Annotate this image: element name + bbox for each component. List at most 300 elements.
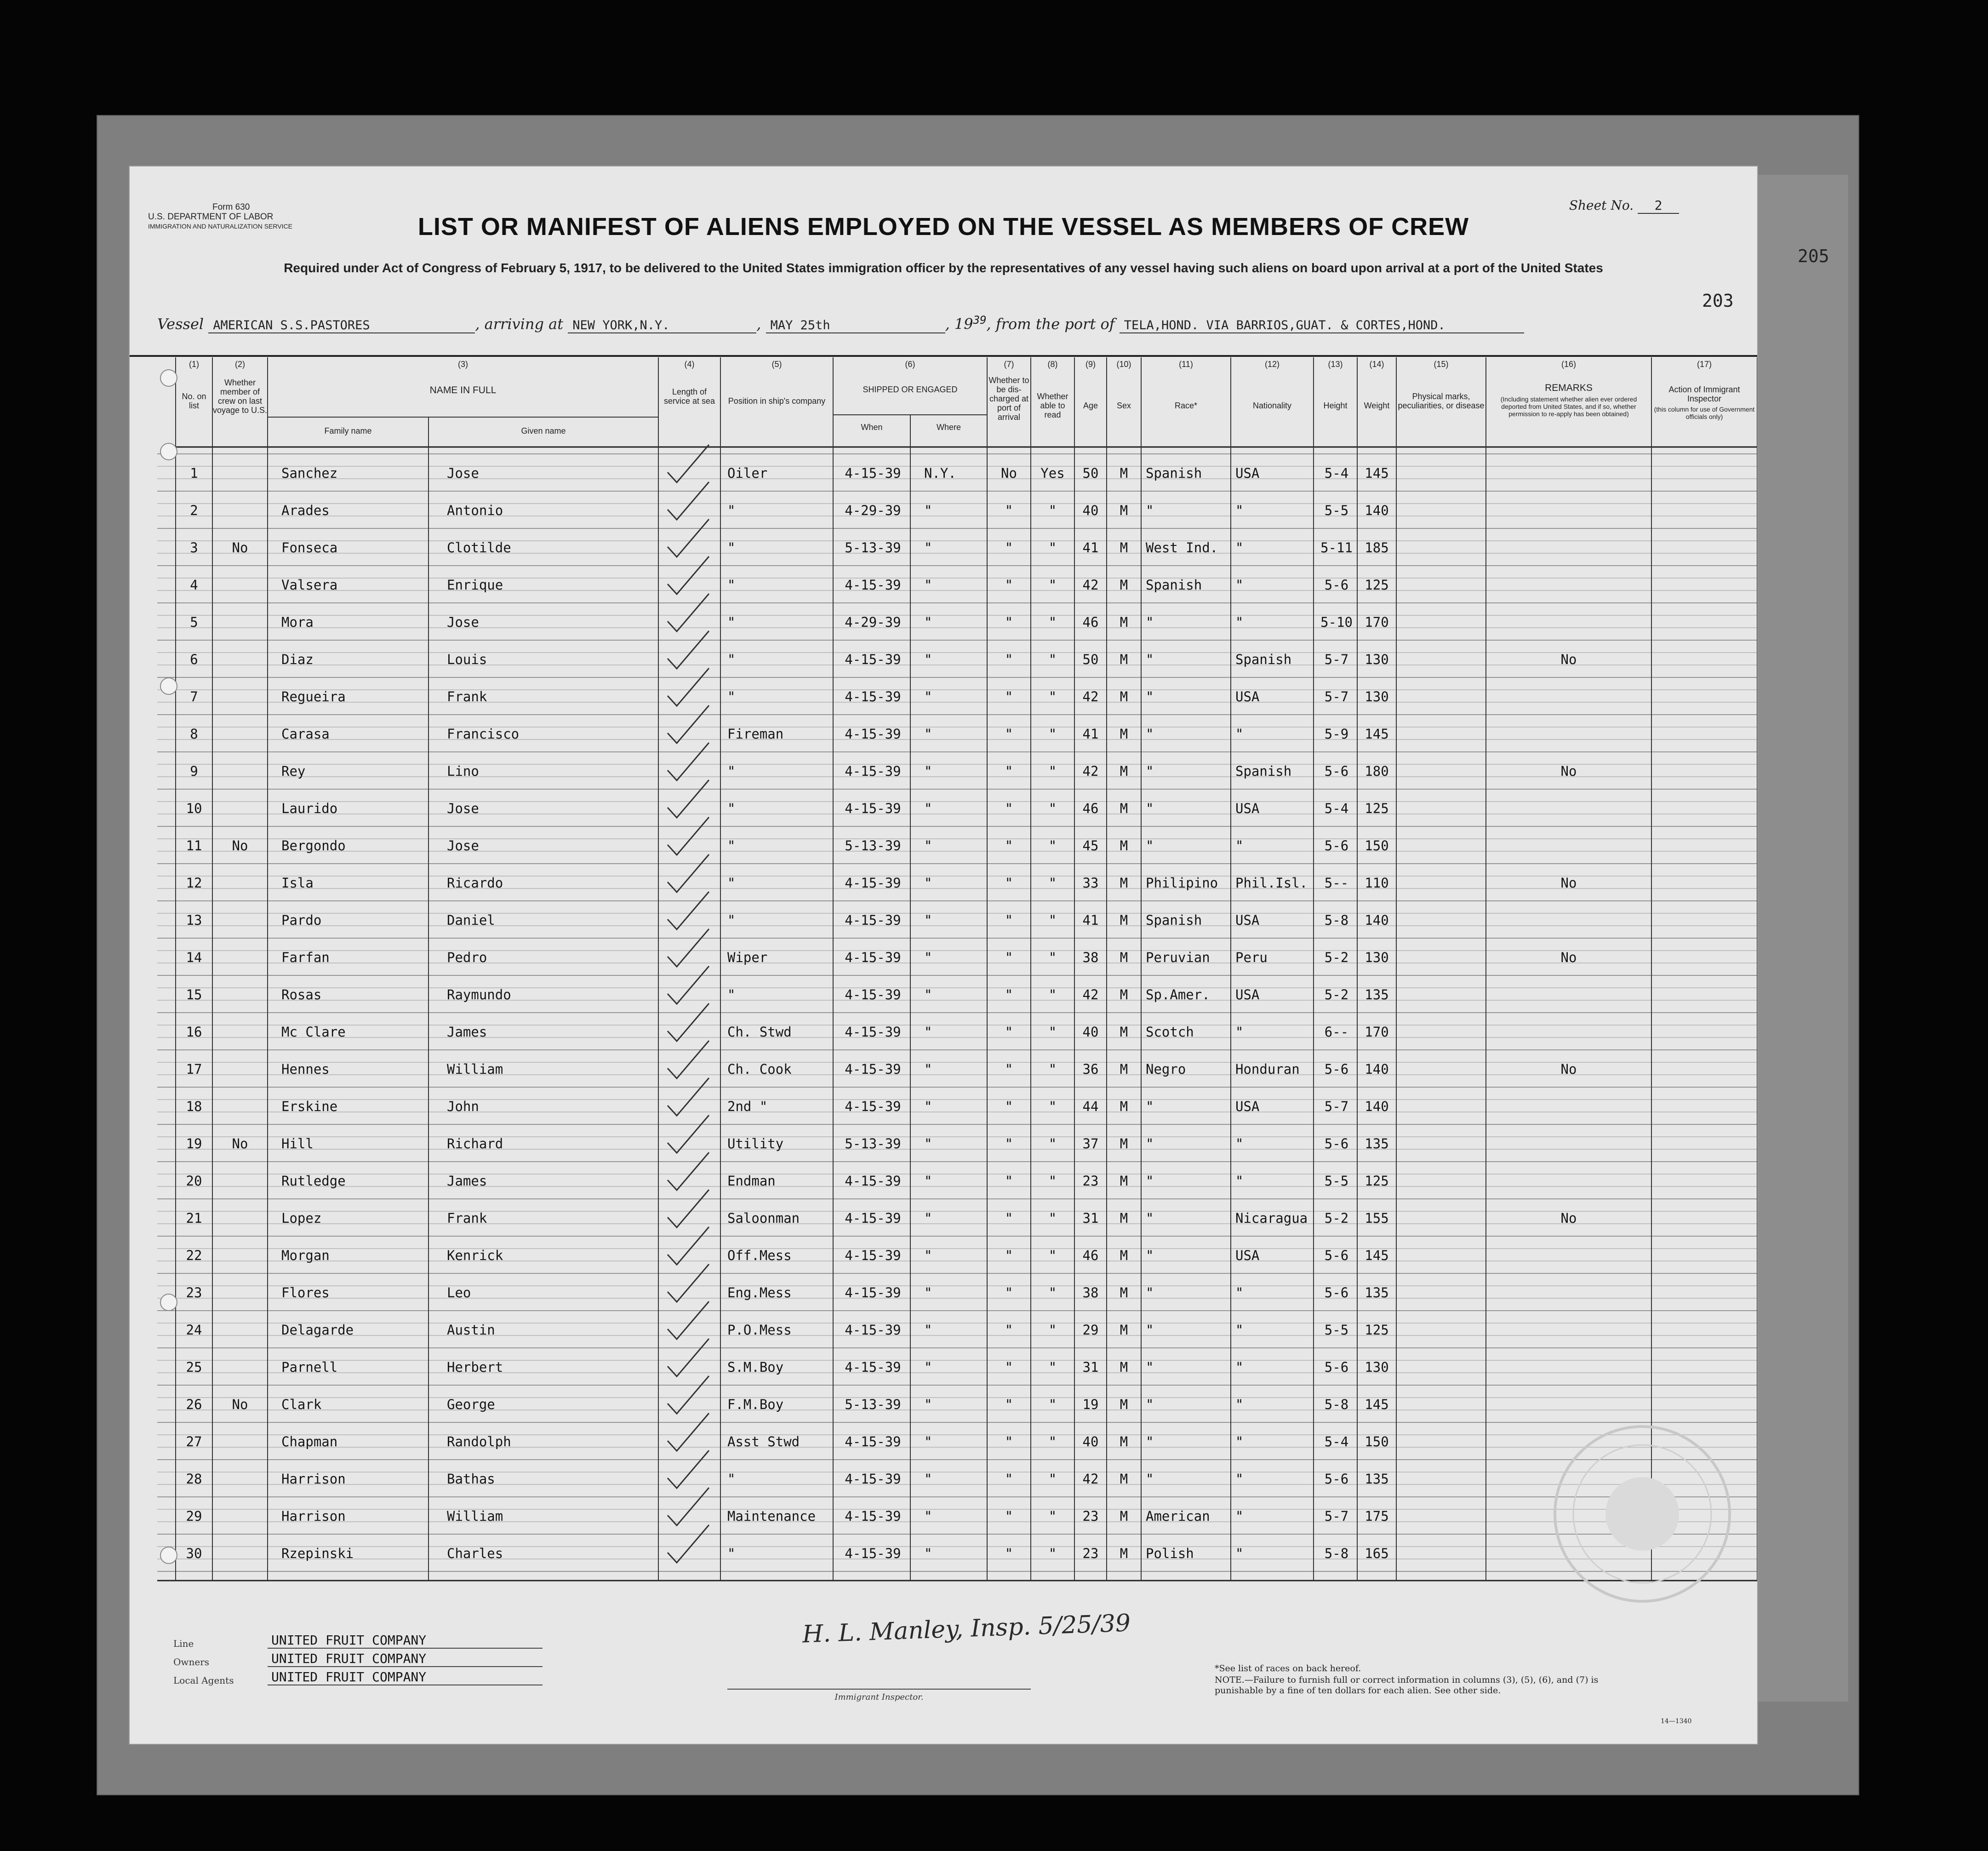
cell-discharged: " <box>1005 652 1013 667</box>
cell-discharged: " <box>1005 950 1013 965</box>
cell-position: F.M.Boy <box>727 1397 784 1412</box>
cell-race: Philipino <box>1146 875 1218 891</box>
header-no: No. on list <box>182 392 206 410</box>
check-mark <box>668 743 709 780</box>
cell-family: Fonseca <box>281 540 338 556</box>
col-num-6: (6) <box>905 360 915 369</box>
cell-where: " <box>924 838 932 854</box>
cell-read: " <box>1048 1359 1057 1375</box>
cell-race: " <box>1146 1210 1154 1226</box>
cell-sex: M <box>1120 726 1128 742</box>
cell-position: Off.Mess <box>727 1248 792 1263</box>
cell-no: 28 <box>186 1471 202 1487</box>
cell-position: Maintenance <box>727 1508 816 1524</box>
cell-discharged: " <box>1005 1322 1013 1338</box>
cell-sex: M <box>1120 1322 1128 1338</box>
cell-race: Spanish <box>1146 465 1202 481</box>
cell-position: " <box>727 689 736 705</box>
header-sex: Sex <box>1116 401 1131 410</box>
cell-age: 46 <box>1082 1248 1099 1263</box>
cell-no: 2 <box>190 503 198 518</box>
cell-height: 5-6 <box>1324 1136 1349 1152</box>
cell-family: Harrison <box>281 1508 346 1524</box>
cell-when: 4-15-39 <box>845 726 901 742</box>
header-action-note: (this column for use of Government officials only) <box>1654 406 1755 420</box>
cell-nationality: USA <box>1235 1099 1260 1114</box>
check-mark <box>668 1525 709 1563</box>
cell-weight: 140 <box>1365 912 1389 928</box>
cell-read: " <box>1048 1322 1057 1338</box>
cell-where: " <box>924 1024 932 1040</box>
cell-no: 14 <box>186 950 202 965</box>
cell-read: Yes <box>1040 465 1065 481</box>
cell-read: " <box>1048 1397 1057 1412</box>
cell-race: " <box>1146 1397 1154 1412</box>
cell-given: John <box>447 1099 479 1114</box>
header-given-name: Given name <box>521 426 566 436</box>
header-weight: Weight <box>1364 401 1390 410</box>
check-mark <box>668 668 709 706</box>
cell-no: 11 <box>186 838 202 854</box>
cell-discharged: " <box>1005 1508 1013 1524</box>
col-num-8: (8) <box>1047 360 1058 369</box>
cell-discharged: No <box>1001 465 1017 481</box>
cell-family: Rosas <box>281 987 322 1003</box>
cell-age: 41 <box>1082 726 1099 742</box>
cell-age: 40 <box>1082 1434 1099 1450</box>
cell-age: 42 <box>1082 689 1099 705</box>
cell-where: " <box>924 1136 932 1152</box>
cell-nationality: Peru <box>1235 950 1268 965</box>
cell-given: Ricardo <box>447 875 503 891</box>
cell-given: Austin <box>447 1322 495 1338</box>
cell-nationality: Nicaragua <box>1235 1210 1308 1226</box>
cell-given: Raymundo <box>447 987 511 1003</box>
cell-read: " <box>1048 540 1057 556</box>
col-num-11: (11) <box>1179 360 1193 369</box>
cell-nationality: " <box>1235 1173 1244 1189</box>
check-mark <box>668 445 709 482</box>
cell-age: 45 <box>1082 838 1099 854</box>
cell-when: 4-15-39 <box>845 763 901 779</box>
cell-position: Saloonman <box>727 1210 800 1226</box>
check-mark <box>668 1413 709 1451</box>
cell-sex: M <box>1120 614 1128 630</box>
cell-family: Rey <box>281 763 306 779</box>
cell-given: Clotilde <box>447 540 511 556</box>
cell-nationality: USA <box>1235 465 1260 481</box>
cell-member: No <box>232 1397 248 1412</box>
vessel-line: Vessel AMERICAN S.S.PASTORES , arriving at NEW YORK,N.Y. , MAY 25th , $19^{39}$, from the port of TELA,HOND. VIA BARRIOS,GUAT. & CORTES,HOND. <box>157 314 1748 333</box>
cell-given: Leo <box>447 1285 471 1301</box>
cell-given: Pedro <box>447 950 487 965</box>
cell-position: Ch. Cook <box>727 1061 792 1077</box>
cell-no: 30 <box>186 1546 202 1561</box>
cell-read: " <box>1048 763 1057 779</box>
col-num-12: (12) <box>1264 360 1280 369</box>
cell-weight: 145 <box>1365 1248 1389 1263</box>
check-mark <box>668 929 709 967</box>
cell-nationality: USA <box>1235 987 1260 1003</box>
check-mark <box>668 1190 709 1227</box>
cell-age: 42 <box>1082 577 1099 593</box>
cell-race: " <box>1146 763 1154 779</box>
cell-given: Randolph <box>447 1434 511 1450</box>
cell-read: " <box>1048 987 1057 1003</box>
check-mark <box>668 1488 709 1525</box>
cell-nationality: USA <box>1235 912 1260 928</box>
cell-age: 38 <box>1082 1285 1099 1301</box>
inspector-line <box>727 1689 1031 1690</box>
cell-height: 5-4 <box>1324 801 1349 816</box>
check-mark <box>668 482 709 520</box>
header-length: Length of service at sea <box>663 387 715 406</box>
cell-where: " <box>924 1508 932 1524</box>
cell-no: 7 <box>190 689 198 705</box>
cell-where: " <box>924 1099 932 1114</box>
cell-weight: 125 <box>1365 1322 1389 1338</box>
cell-race: " <box>1146 689 1154 705</box>
cell-discharged: " <box>1005 838 1013 854</box>
cell-position: " <box>727 503 736 518</box>
cell-height: 6-- <box>1324 1024 1349 1040</box>
footer-agents-value: UNITED FRUIT COMPANY <box>268 1669 543 1685</box>
cell-discharged: " <box>1005 1359 1013 1375</box>
cell-weight: 130 <box>1365 950 1389 965</box>
cell-read: " <box>1048 726 1057 742</box>
cell-family: Harrison <box>281 1471 346 1487</box>
cell-age: 38 <box>1082 950 1099 965</box>
cell-where: " <box>924 503 932 518</box>
cell-family: Lopez <box>281 1210 322 1226</box>
cell-sex: M <box>1120 950 1128 965</box>
cell-given: Herbert <box>447 1359 503 1375</box>
cell-weight: 150 <box>1365 1434 1389 1450</box>
cell-when: 4-15-39 <box>845 1173 901 1189</box>
cell-nationality: USA <box>1235 689 1260 705</box>
col-num-16: (16) <box>1561 360 1576 369</box>
penalty-note: NOTE.—Failure to furnish full or correct information in columns (3), (5), (6), and (7) is punishable by a fine of ten dollars for each alien. See other side. <box>1215 1675 1599 1696</box>
cell-given: Enrique <box>447 577 503 593</box>
cell-nationality: USA <box>1235 1248 1260 1263</box>
check-mark <box>668 966 709 1004</box>
cell-age: 31 <box>1082 1359 1099 1375</box>
cell-discharged: " <box>1005 1136 1013 1152</box>
cell-race: Peruvian <box>1146 950 1210 965</box>
cell-remarks: No <box>1560 1061 1577 1077</box>
cell-nationality: " <box>1235 614 1244 630</box>
cell-position: Eng.Mess <box>727 1285 792 1301</box>
cell-remarks: No <box>1560 875 1577 891</box>
vessel-name: AMERICAN S.S.PASTORES <box>208 318 475 333</box>
cell-sex: M <box>1120 652 1128 667</box>
cell-weight: 175 <box>1365 1508 1389 1524</box>
cell-read: " <box>1048 912 1057 928</box>
cell-age: 23 <box>1082 1546 1099 1561</box>
cell-sex: M <box>1120 1471 1128 1487</box>
cell-family: Clark <box>281 1397 322 1412</box>
inspector-signature: H. L. Manley, Insp. 5/25/39 <box>802 1609 1131 1649</box>
cell-height: 5-8 <box>1324 912 1349 928</box>
cell-family: Morgan <box>281 1248 330 1263</box>
cell-given: Daniel <box>447 912 495 928</box>
cell-where: " <box>924 1471 932 1487</box>
cell-family: Rutledge <box>281 1173 346 1189</box>
cell-when: 4-15-39 <box>845 465 901 481</box>
cell-when: 4-15-39 <box>845 801 901 816</box>
header-action: Action of Immigrant Inspector <box>1668 385 1740 403</box>
cell-where: " <box>924 577 932 593</box>
cell-where: " <box>924 987 932 1003</box>
cell-sex: M <box>1120 1285 1128 1301</box>
cell-discharged: " <box>1005 577 1013 593</box>
cell-race: " <box>1146 1471 1154 1487</box>
cell-height: 5-7 <box>1324 1099 1349 1114</box>
cell-race: Polish <box>1146 1546 1194 1561</box>
cell-age: 31 <box>1082 1210 1099 1226</box>
cell-no: 3 <box>190 540 198 556</box>
cell-when: 4-15-39 <box>845 1508 901 1524</box>
cell-height: 5-6 <box>1324 1359 1349 1375</box>
cell-where: " <box>924 1285 932 1301</box>
cell-age: 42 <box>1082 987 1099 1003</box>
cell-age: 19 <box>1082 1397 1099 1412</box>
check-mark <box>668 1339 709 1376</box>
cell-where: " <box>924 801 932 816</box>
footer-line-label: Line <box>173 1638 194 1649</box>
cell-family: Farfan <box>281 950 330 965</box>
cell-where: " <box>924 875 932 891</box>
cell-nationality: Phil.Isl. <box>1235 875 1308 891</box>
cell-race: " <box>1146 1285 1154 1301</box>
cell-age: 42 <box>1082 763 1099 779</box>
cell-when: 4-15-39 <box>845 1322 901 1338</box>
cell-when: 4-15-39 <box>845 652 901 667</box>
cell-weight: 125 <box>1365 801 1389 816</box>
cell-nationality: " <box>1235 1359 1244 1375</box>
cell-position: Endman <box>727 1173 776 1189</box>
header-member: Whether member of crew on last voyage to U.S. <box>212 378 268 415</box>
cell-family: Mc Clare <box>281 1024 346 1040</box>
cell-age: 50 <box>1082 652 1099 667</box>
cell-race: " <box>1146 1099 1154 1114</box>
cell-family: Parnell <box>281 1359 338 1375</box>
cell-position: " <box>727 801 736 816</box>
cell-height: 5-7 <box>1324 689 1349 705</box>
cell-when: 4-15-39 <box>845 912 901 928</box>
cell-height: 5-5 <box>1324 503 1349 518</box>
cell-discharged: " <box>1005 614 1013 630</box>
header-discharged: Whether to be dis-charged at port of arrival <box>988 376 1029 422</box>
cell-family: Erskine <box>281 1099 338 1114</box>
cell-remarks: No <box>1560 763 1577 779</box>
cell-discharged: " <box>1005 1434 1013 1450</box>
cell-family: Laurido <box>281 801 338 816</box>
cell-when: 4-15-39 <box>845 1248 901 1263</box>
races-note: *See list of races on back hereof. <box>1215 1663 1361 1673</box>
header-race: Race* <box>1174 401 1198 410</box>
cell-sex: M <box>1120 577 1128 593</box>
cell-height: 5-- <box>1324 875 1349 891</box>
cell-no: 1 <box>190 465 198 481</box>
cell-weight: 125 <box>1365 1173 1389 1189</box>
cell-where: " <box>924 1397 932 1412</box>
cell-given: Charles <box>447 1546 503 1561</box>
cell-sex: M <box>1120 540 1128 556</box>
cell-family: Delagarde <box>281 1322 354 1338</box>
cell-height: 5-5 <box>1324 1322 1349 1338</box>
cell-given: Louis <box>447 652 487 667</box>
cell-given: Richard <box>447 1136 503 1152</box>
cell-discharged: " <box>1005 912 1013 928</box>
check-mark <box>668 854 709 892</box>
cell-when: 4-15-39 <box>845 1359 901 1375</box>
cell-sex: M <box>1120 1061 1128 1077</box>
cell-height: 5-7 <box>1324 1508 1349 1524</box>
cell-family: Rzepinski <box>281 1546 354 1561</box>
cell-age: 33 <box>1082 875 1099 891</box>
form-identifier: Form 630 U.S. DEPARTMENT OF LABOR IMMIGRATION AND NATURALIZATION SERVICE <box>148 202 292 230</box>
cell-race: Spanish <box>1146 577 1202 593</box>
stamp-page-number-back: 205 <box>1798 246 1829 266</box>
cell-height: 5-8 <box>1324 1397 1349 1412</box>
cell-where: N.Y. <box>924 465 956 481</box>
check-mark <box>668 594 709 631</box>
cell-family: Carasa <box>281 726 330 742</box>
cell-position: Asst Stwd <box>727 1434 800 1450</box>
cell-height: 5-7 <box>1324 652 1349 667</box>
cell-age: 44 <box>1082 1099 1099 1114</box>
cell-member: No <box>232 540 248 556</box>
cell-sex: M <box>1120 1546 1128 1561</box>
cell-family: Arades <box>281 503 330 518</box>
check-mark <box>668 892 709 929</box>
col-num-5: (5) <box>771 360 782 369</box>
print-code: 14—1340 <box>1661 1718 1692 1725</box>
check-mark <box>668 1301 709 1339</box>
cell-read: " <box>1048 1173 1057 1189</box>
check-mark <box>668 1041 709 1078</box>
cell-position: " <box>727 763 736 779</box>
cell-height: 5-11 <box>1320 540 1353 556</box>
cell-no: 6 <box>190 652 198 667</box>
cell-weight: 150 <box>1365 838 1389 854</box>
cell-age: 41 <box>1082 540 1099 556</box>
cell-discharged: " <box>1005 763 1013 779</box>
cell-height: 5-8 <box>1324 1546 1349 1561</box>
cell-age: 46 <box>1082 801 1099 816</box>
cell-read: " <box>1048 838 1057 854</box>
cell-given: Bathas <box>447 1471 495 1487</box>
cell-height: 5-6 <box>1324 1471 1349 1487</box>
cell-discharged: " <box>1005 987 1013 1003</box>
cell-position: " <box>727 577 736 593</box>
check-mark <box>668 1376 709 1414</box>
cell-family: Regueira <box>281 689 346 705</box>
cell-sex: M <box>1120 1508 1128 1524</box>
cell-where: " <box>924 950 932 965</box>
cell-no: 29 <box>186 1508 202 1524</box>
cell-where: " <box>924 1434 932 1450</box>
faded-seal <box>1546 1417 1739 1610</box>
cell-no: 9 <box>190 763 198 779</box>
cell-height: 5-6 <box>1324 1248 1349 1263</box>
cell-height: 5-2 <box>1324 1210 1349 1226</box>
cell-no: 22 <box>186 1248 202 1263</box>
footer-owners-label: Owners <box>173 1656 210 1668</box>
cell-read: " <box>1048 1434 1057 1450</box>
col-num-7: (7) <box>1004 360 1014 369</box>
col-num-15: (15) <box>1434 360 1449 369</box>
cell-read: " <box>1048 1471 1057 1487</box>
cell-when: 4-15-39 <box>845 950 901 965</box>
cell-race: " <box>1146 726 1154 742</box>
header-physical: Physical marks, peculiarities, or disease <box>1398 392 1485 410</box>
cell-discharged: " <box>1005 503 1013 518</box>
cell-sex: M <box>1120 1434 1128 1450</box>
cell-weight: 140 <box>1365 503 1389 518</box>
cell-weight: 145 <box>1365 465 1389 481</box>
header-position: Position in ship's company <box>728 396 826 406</box>
cell-nationality: " <box>1235 503 1244 518</box>
cell-weight: 135 <box>1365 1136 1389 1152</box>
cell-sex: M <box>1120 987 1128 1003</box>
from-port: TELA,HOND. VIA BARRIOS,GUAT. & CORTES,HOND. <box>1120 318 1524 333</box>
cell-no: 27 <box>186 1434 202 1450</box>
cell-discharged: " <box>1005 1471 1013 1487</box>
cell-read: " <box>1048 950 1057 965</box>
cell-no: 21 <box>186 1210 202 1226</box>
cell-race: " <box>1146 652 1154 667</box>
cell-no: 5 <box>190 614 198 630</box>
check-mark <box>668 1078 709 1116</box>
cell-position: 2nd " <box>727 1099 768 1114</box>
cell-age: 23 <box>1082 1508 1099 1524</box>
cell-race: " <box>1146 1359 1154 1375</box>
cell-when: 4-15-39 <box>845 1099 901 1114</box>
cell-sex: M <box>1120 912 1128 928</box>
cell-position: P.O.Mess <box>727 1322 792 1338</box>
check-mark <box>668 631 709 669</box>
cell-weight: 130 <box>1365 652 1389 667</box>
cell-read: " <box>1048 503 1057 518</box>
col-num-2: (2) <box>235 360 245 369</box>
cell-weight: 140 <box>1365 1099 1389 1114</box>
cell-position: Ch. Stwd <box>727 1024 792 1040</box>
cell-family: Valsera <box>281 577 338 593</box>
header-when: When <box>861 423 883 432</box>
cell-race: Negro <box>1146 1061 1186 1077</box>
cell-nationality: " <box>1235 1471 1244 1487</box>
cell-race: " <box>1146 1173 1154 1189</box>
cell-where: " <box>924 1322 932 1338</box>
cell-family: Isla <box>281 875 314 891</box>
cell-weight: 135 <box>1365 1471 1389 1487</box>
header-where: Where <box>936 423 961 432</box>
cell-age: 40 <box>1082 503 1099 518</box>
cell-discharged: " <box>1005 801 1013 816</box>
header-name-in-full: NAME IN FULL <box>429 385 497 395</box>
cell-nationality: " <box>1235 540 1244 556</box>
cell-age: 42 <box>1082 1471 1099 1487</box>
cell-weight: 165 <box>1365 1546 1389 1561</box>
cell-when: 4-15-39 <box>845 577 901 593</box>
cell-discharged: " <box>1005 1285 1013 1301</box>
cell-nationality: " <box>1235 1285 1244 1301</box>
header-remarks: REMARKS <box>1545 383 1593 393</box>
cell-no: 8 <box>190 726 198 742</box>
cell-discharged: " <box>1005 1099 1013 1114</box>
